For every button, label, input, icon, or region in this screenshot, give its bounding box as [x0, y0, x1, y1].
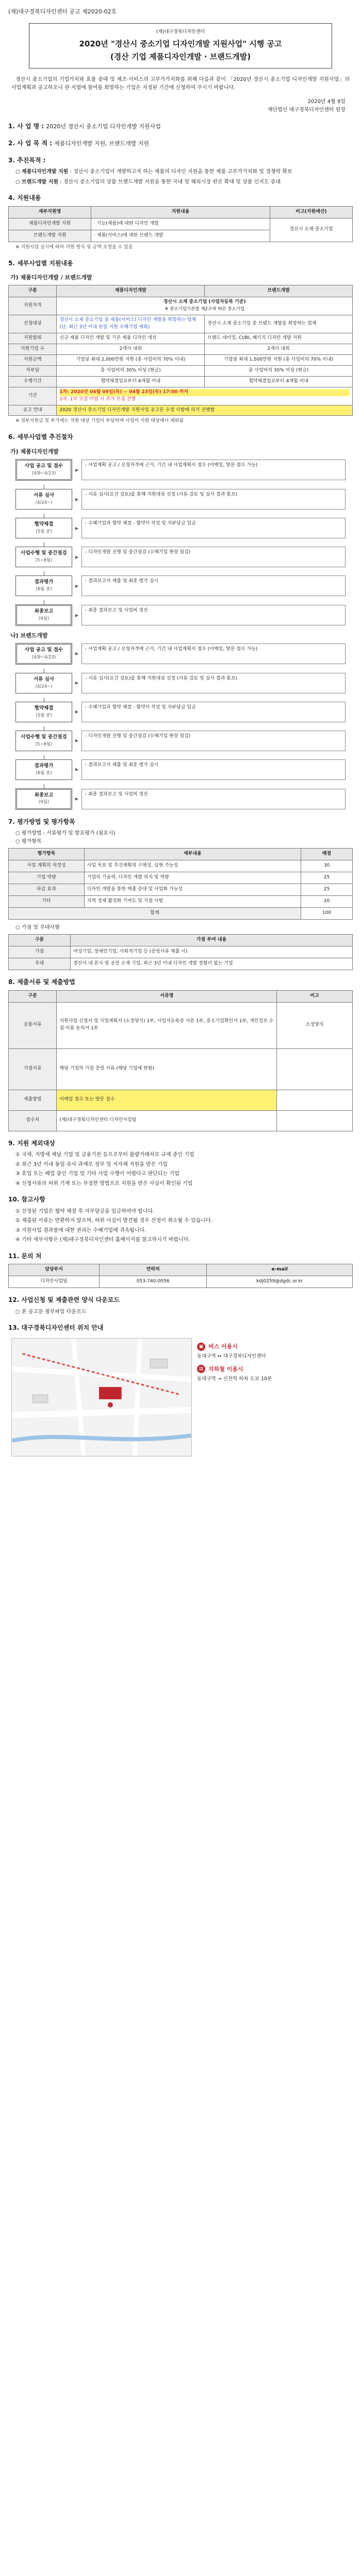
map-drawing [12, 1338, 191, 1456]
detail-cell-text: ※ 중소기업기본법 제2조에 따른 중소기업 [165, 307, 245, 312]
section-3-title: 3. 추진목적 : [8, 156, 46, 164]
table-row [9, 405, 353, 416]
eval-th-2: 배점 [301, 849, 352, 860]
period-cell [57, 387, 353, 405]
flow-connector [44, 784, 346, 788]
flow-step-date: (4/24~) [35, 684, 53, 689]
flow-step-box [15, 575, 72, 596]
section-8-title: 8. 제출서류 및 제출방법 [8, 978, 75, 986]
bus-icon: ▣ [197, 1343, 205, 1351]
eval-th-0: 평가항목 [9, 849, 85, 860]
flow-step [15, 547, 346, 567]
detail-cell: 자부담 [9, 365, 57, 376]
docs-cell: 가점서류 [9, 1048, 57, 1090]
reference-item: ③ 지원사업 결과물에 대한 권리는 수혜기업에 귀속됩니다. [15, 1227, 146, 1233]
detail-cell: 지원자격 [9, 297, 57, 315]
arrow-right-icon: ▸ [75, 611, 79, 619]
eval-cell: 25 [301, 872, 352, 884]
detail-cell: 신청대상 [9, 315, 57, 333]
table-row [9, 895, 353, 907]
flow-step-desc: - 최종 결과보고 및 사업비 정산 [81, 605, 346, 625]
flow-step-desc: - 수혜기업과 협약 체결 - 협약서 작성 및 자부담금 입금 [81, 518, 346, 538]
flow-step-box [15, 518, 72, 538]
signature-block [8, 98, 346, 114]
support-table [8, 206, 353, 242]
arrow-right-icon: ▸ [75, 766, 79, 773]
bonus-cell: 경산시 내 본사 및 공장 소재 기업, 최근 3년 이내 디자인 개발 경험이 없는 기업 [71, 958, 353, 970]
title-org: (재)대구경북디자인센터 [156, 29, 205, 35]
section-4-title: 4. 지원내용 [8, 194, 41, 202]
eval-cell: 20 [301, 895, 352, 907]
flow-step [15, 489, 346, 510]
download-line[interactable]: ○ 본 공고문 첨부파일 다운로드 [15, 1309, 87, 1315]
eval-cell: 기타 [9, 895, 85, 907]
flow-step-name: 사업 공고 및 접수 [24, 647, 63, 653]
flow-step-box [15, 459, 72, 481]
flow-step-date: (5월 중) [36, 713, 52, 718]
flow-step [15, 702, 346, 722]
flow-connector [44, 698, 346, 702]
flow-step-box [15, 643, 72, 665]
support-cell: · 기능(제품)에 대한 디자인 개발 [91, 218, 270, 230]
flow-connector [44, 755, 346, 759]
detail-cell-text: 경산시 소재 중소기업 (사업자등록 기준) [163, 299, 246, 305]
table-row [9, 872, 353, 884]
eval-cell: 디자인 개발을 통한 매출 증대 및 사업화 가능성 [84, 884, 301, 896]
title-line2: (경산 기업 제품디자인개발 · 브랜드개발) [110, 52, 251, 62]
flow-step [15, 604, 346, 626]
eval-table [8, 848, 353, 920]
detail-th-1: 제품디자인개발 [57, 285, 205, 297]
section-1 [8, 122, 353, 131]
eval-cell: 기업의 기술력, 디자인 개발 의지 및 역량 [84, 872, 301, 884]
detail-cell: 지원범위 [9, 333, 57, 344]
table-row [9, 884, 353, 896]
flow-step [15, 759, 346, 780]
docs-cell [277, 1110, 353, 1131]
flow-step-box [15, 673, 72, 693]
docs-table [8, 990, 353, 1131]
table-row [9, 344, 353, 354]
flow-step-box [15, 604, 72, 626]
flow-connector [44, 669, 346, 673]
contact-email[interactable]: kdj0259@dgdc.or.kr [207, 1276, 353, 1288]
detail-cell [57, 297, 353, 315]
flow-step-date: (5월 중) [36, 529, 52, 534]
docs-cell: 이메일 접수 또는 방문 접수 [57, 1090, 277, 1110]
flow-step-date: (4/9~4/23) [31, 470, 56, 476]
support-cell: 제품디자인개발 지원 [9, 218, 91, 230]
bonus-th-1: 가점 부여 내용 [71, 935, 353, 946]
flow-connector [44, 726, 346, 731]
arrow-right-icon: ▸ [75, 679, 79, 687]
eval-cell: 30 [301, 860, 352, 872]
detail-table [8, 285, 353, 416]
bonus-th-0: 구분 [9, 935, 71, 946]
notice-row-label: 공고 안내 [9, 405, 57, 416]
arrow-right-icon: ▸ [75, 795, 79, 803]
flow-step [15, 731, 346, 751]
notice-number: (재)대구경북디자인센터 공고 제2020-02호 [8, 8, 117, 15]
detail-cell: 브랜드 네이밍, CI/BI, 패키지 디자인 개발 지원 [205, 333, 353, 344]
table-row [9, 907, 353, 919]
contact-th-0: 담당부서 [9, 1264, 100, 1276]
flow-step-name: 사업 공고 및 접수 [24, 463, 63, 469]
section-1-title: 1. 사 업 명 : [8, 123, 44, 130]
detail-th-2: 브랜드개발 [205, 285, 353, 297]
section-1-value: 2020년 경산시 중소기업 디자인개발 지원사업 [46, 123, 161, 130]
section-2 [8, 139, 353, 148]
detail-cell: 2개사 내외 [205, 344, 353, 354]
docs-cell [277, 1090, 353, 1110]
bonus-title: ○ 가점 및 우대사항 [15, 924, 60, 930]
detail-cell: 신규 제품 디자인 개발 및 기존 제품 디자인 개선 [57, 333, 205, 344]
support-th-1: 지원내용 [91, 206, 270, 218]
flow-step-box [15, 788, 72, 810]
docs-cell [277, 1048, 353, 1090]
detail-cell: 총 사업비의 30% 이상 (현금) [57, 365, 205, 376]
table-row [9, 297, 353, 315]
eval-method: ○ 평가방법 : 서류평가 및 발표평가 (필요시) [15, 831, 116, 837]
flow-step-box [15, 702, 72, 722]
docs-th-0: 구분 [9, 990, 57, 1002]
table-row [9, 1276, 353, 1288]
notice-row: 2020 경산시 중소기업 디자인개발 지원사업 공고문 수정 사항에 의거 진행함 [57, 405, 353, 416]
flow-step-name: 최종보고 [34, 792, 54, 798]
flow-step-date: (9월) [38, 616, 50, 621]
purpose-a-label: 제품디자인개발 지원 [21, 169, 69, 175]
purpose-a: ○ 제품디자인개발 지원 : 경산시 중소기업이 개발하고자 하는 제품의 디자인 지원을 통한 제품 고부가가치화 및 경쟁력 확보 [15, 169, 292, 175]
flow-step-desc: - 최종 결과보고 및 사업비 정산 [81, 789, 346, 809]
intro-paragraph: 경산시 중소기업의 기업가치와 효율 증대 및 제조·서비스의 고부가가치화를 위해 다음과 같이 「2020년 경산시 중소기업 디자인개발 지원사업」의 사업계획과 공고하오니 관·지엽에 참여를 희망하는 기업은 지정된 기간에 신청하여 주시기 바랍니다. [11, 77, 350, 91]
table-row [9, 333, 353, 344]
section-5-title: 5. 세부사업별 지원내용 [8, 259, 73, 267]
detail-footnote: ※ 정부지원금 및 부가세는 지원 대상 기업이 부담하며 사업비 지원 대상에서 제외됨 [15, 418, 184, 424]
subway-text: 동대구역 → 신천역 하차 도보 10분 [197, 1376, 272, 1382]
period-2: 2차: 1차 모집 미달 시 추가 모집 진행 [59, 396, 136, 402]
docs-cell: 공통서류 [9, 1002, 57, 1048]
section-6-title: 6. 세부사업별 추진절차 [8, 433, 73, 441]
exclusion-item: ② 최근 3년 이내 동일·유사 과제로 정부 및 지자체 지원을 받은 기업 [15, 1161, 168, 1167]
flow-step-desc: - 서류 심사(요건 검토)를 통해 지원대상 선정 (서류 검토 및 심사 결과 통보) [81, 489, 346, 510]
flow-step-desc: - 결과보고서 제출 및 최종 평가 실시 [81, 575, 346, 596]
bus-text: 동대구역 ↔ 대구경북디자인센터 [197, 1353, 266, 1360]
flow-step-date: (9월) [38, 800, 50, 805]
location-map [11, 1338, 192, 1456]
flow-step-box [15, 759, 72, 780]
section-6-sub-a: 가) 제품디자인개발 [10, 448, 59, 455]
flow-step-date: (5~8월) [35, 741, 53, 747]
flow-step-name: 서류 심사 [33, 676, 54, 682]
arrow-right-icon: ▸ [75, 466, 79, 473]
flow-connector [44, 514, 346, 518]
subway-icon: ▤ [197, 1365, 205, 1373]
docs-cell: 지원사업 신청서 및 사업계획서 (소정양식) 1부, 사업자등록증 사본 1부, 중소기업확인서 1부, 개인정보 수집·이용 동의서 1부 [57, 1002, 277, 1048]
detail-cell: 수행기간 [9, 376, 57, 387]
eval-cell: 지역 경제 활성화 기여도 및 가점 사항 [84, 895, 301, 907]
flow-step-date: (8월 중) [36, 586, 52, 592]
eval-cell: 사업 계획의 적정성 [9, 860, 85, 872]
table-row [9, 387, 353, 405]
flow-step-box [15, 547, 72, 567]
arrow-right-icon: ▸ [75, 495, 79, 503]
docs-cell: 해당 기업의 가점 증빙 서류 (해당 기업에 한함) [57, 1048, 277, 1090]
section-6-sub-b: 나) 브랜드개발 [10, 632, 48, 639]
table-row [9, 365, 353, 376]
transit-info [197, 1338, 350, 1456]
flow-connector [44, 600, 346, 604]
bonus-cell: 여성기업, 장애인기업, 사회적기업 등 (증빙서류 제출 시) [71, 946, 353, 958]
flow-a [15, 459, 346, 626]
exclusion-item: ③ 휴업 또는 폐업 중인 기업 및 기타 사업 수행이 어렵다고 판단되는 기업 [15, 1171, 179, 1177]
arrow-right-icon: ▸ [75, 737, 79, 744]
exclusion-item: ① 국세, 지방세 체납 기업 및 금융기관 등으로부터 불량거래처로 규제 중인 기업 [15, 1152, 194, 1158]
bonus-table [8, 934, 353, 970]
table-row [9, 860, 353, 872]
bonus-cell: 가점 [9, 946, 71, 958]
eval-cell: 사업 목표 및 추진계획의 구체성, 실현 가능성 [84, 860, 301, 872]
flow-step-box [15, 489, 72, 510]
flow-step [15, 518, 346, 538]
section-10-title: 10. 참고사항 [8, 1196, 45, 1204]
support-th-2: 비고(지원예산) [270, 206, 352, 218]
eval-cell: 25 [301, 884, 352, 896]
flow-step-name: 최종보고 [34, 608, 54, 614]
arrow-right-icon: ▸ [75, 524, 79, 532]
support-th-0: 세부지원명 [9, 206, 91, 218]
flow-step-box [15, 731, 72, 751]
bonus-cell: 우대 [9, 958, 71, 970]
contact-cell: 디자인사업팀 [9, 1276, 100, 1288]
eval-items-label: ○ 평가항목 [15, 838, 42, 844]
docs-th-1: 서류명 [57, 990, 277, 1002]
table-row [9, 1002, 353, 1048]
table-row [9, 315, 353, 333]
docs-cell: 제출방법 [9, 1090, 57, 1110]
eval-cell: 기업 역량 [9, 872, 85, 884]
eval-total-label: 합계 [9, 907, 301, 919]
detail-cell: 협약체결일로부터 4개월 이내 [57, 376, 205, 387]
detail-cell: 기업당 최대 1,500만원 지원 (총 사업비의 70% 이내) [205, 354, 353, 365]
flow-connector [44, 571, 346, 575]
flow-step [15, 788, 346, 810]
flow-step-name: 결과평가 [34, 762, 54, 769]
purpose-b: ○ 브랜드개발 지원 : 경산시 중소기업의 상품 브랜드개발 지원을 통한 국내 및 해외시장 판로 확대 및 상품 인지도 증대 [15, 179, 281, 185]
flow-step-name: 결과평가 [34, 579, 54, 585]
period-1: 1차: 2020년 04월 09일(목) ~ 04월 23일(목) 17:00 까지 [59, 389, 350, 396]
section-11-title: 11. 문의 처 [8, 1252, 42, 1260]
flow-step-name: 서류 심사 [33, 492, 54, 498]
subway-title [197, 1365, 350, 1374]
reference-item: ① 선정된 기업은 협약 체결 후 자부담금을 입금하여야 합니다. [15, 1208, 155, 1214]
table-row [9, 1048, 353, 1090]
docs-cell: 접수처 [9, 1110, 57, 1131]
arrow-right-icon: ▸ [75, 582, 79, 589]
section-12-title: 12. 사업신청 및 제출관련 양식 다운로드 [8, 1296, 120, 1304]
flow-connector [44, 543, 346, 547]
flow-step-desc: - 서류 심사(요건 검토)를 통해 지원대상 선정 (서류 검토 및 심사 결과 통보) [81, 673, 346, 693]
flow-step [15, 643, 346, 665]
flow-connector [44, 485, 346, 489]
flow-step-date: (5~8월) [35, 557, 53, 563]
contact-table [8, 1264, 353, 1288]
sign-org: 재단법인 대구경북디자인센터 원장 [267, 107, 346, 113]
reference-item: ② 제출된 서류는 반환하지 않으며, 허위 사실이 발견될 경우 선정이 취소될 수 있습니다. [15, 1218, 212, 1224]
title-line1: 2020년 "경산시 중소기업 디자인개발 지원사업" 시행 공고 [79, 39, 282, 48]
flow-step-name: 협약체결 [34, 521, 54, 527]
title-box [29, 23, 332, 69]
reference-item: ④ 기타 세부사항은 (재)대구경북디자인센터 홈페이지를 참고하시기 바랍니다. [15, 1237, 190, 1243]
bus-title [197, 1342, 350, 1351]
table-row [9, 376, 353, 387]
contact-th-1: 연락처 [100, 1264, 207, 1276]
table-row [9, 1110, 353, 1131]
docs-th-2: 비고 [277, 990, 353, 1002]
detail-cell: 지원금액 [9, 354, 57, 365]
contact-th-2: e-mail [207, 1264, 353, 1276]
table-row [9, 946, 353, 958]
table-row [9, 1090, 353, 1110]
location-block [11, 1338, 350, 1456]
detail-cell: 협약체결일로부터 4개월 이내 [205, 376, 353, 387]
detail-cell: 기업당 최대 2,000만원 지원 (총 사업비의 70% 이내) [57, 354, 205, 365]
flow-step-desc: - 결과보고서 제출 및 최종 평가 실시 [81, 759, 346, 780]
section-9-title: 9. 지원 제외대상 [8, 1139, 55, 1147]
flow-step [15, 575, 346, 596]
flow-step-name: 사업수행 및 중간점검 [21, 550, 67, 556]
purpose-b-label: 브랜드개발 지원 [21, 179, 59, 185]
flow-step-desc: - 디자인개발 진행 및 중간점검 (수혜기업 현장 점검) [81, 731, 346, 751]
table-row [9, 354, 353, 365]
support-cell: 경산시 소재 중소기업 [270, 218, 352, 242]
subway-title-text: 지하철 이용시 [208, 1365, 243, 1372]
eval-th-1: 세부내용 [84, 849, 301, 860]
support-cell: 브랜드개발 지원 [9, 230, 91, 242]
exclusion-item: ④ 신청서류의 허위 기재 또는 부정한 방법으로 지원을 받은 사실이 확인된 기업 [15, 1180, 193, 1187]
eval-total: 100 [301, 907, 352, 919]
flow-step-date: (4/9~4/23) [31, 654, 56, 660]
detail-cell: 경산시 소재 중소기업 중 제품(서비스) 디자인 개발을 희망하는 업체 (단, 최근 3년 이내 동일 지원 수혜기업 제외) [57, 315, 205, 333]
detail-cell: 총 사업비의 30% 이상 (현금) [205, 365, 353, 376]
section-5-sub: 가) 제품디자인개발 / 브랜드개발 [10, 274, 92, 281]
flow-step [15, 673, 346, 693]
detail-cell: 경산시 소재 중소기업 중 브랜드 개발을 희망하는 업체 [205, 315, 353, 333]
arrow-right-icon: ▸ [75, 708, 79, 716]
section-2-value: 제품디자인개발 지원, 브랜드개발 지원 [54, 140, 150, 147]
purpose-a-text: : 경산시 중소기업이 개발하고자 하는 제품의 디자인 지원을 통한 제품 고부가가치화 및 경쟁력 확보 [70, 169, 292, 175]
detail-cell: 2개사 내외 [57, 344, 205, 354]
flow-step-desc: - 수혜기업과 협약 체결 - 협약서 작성 및 자부담금 입금 [81, 702, 346, 722]
eval-cell: 파급 효과 [9, 884, 85, 896]
detail-th-0: 구분 [9, 285, 57, 297]
docs-cell: (재)대구경북디자인센터 디자인사업팀 [57, 1110, 277, 1131]
support-note: ※ 지원사업 실시에 따라 지원 방식 및 금액 조정을 수 있음 [15, 244, 133, 250]
section-7-title: 7. 평가방법 및 평가항목 [8, 818, 75, 825]
docs-cell: 소정양식 [277, 1002, 353, 1048]
flow-step-date: (4/24~) [35, 500, 53, 505]
flow-step-desc: - 디자인개발 진행 및 중간점검 (수혜기업 현장 점검) [81, 547, 346, 567]
arrow-right-icon: ▸ [75, 553, 79, 561]
contact-cell: 053-740-0056 [100, 1276, 207, 1288]
flow-step-name: 사업수행 및 중간점검 [21, 734, 67, 740]
section-2-title: 2. 사 업 목 적 : [8, 140, 52, 147]
table-row [9, 958, 353, 970]
purpose-b-text: : 경산시 중소기업의 상품 브랜드개발 지원을 통한 국내 및 해외시장 판로 확대 및 상품 인지도 증대 [60, 179, 281, 185]
flow-step-date: (8월 중) [36, 770, 52, 776]
sign-date: 2020년 4월 9일 [307, 99, 346, 105]
section-13-title: 13. 대구경북디자인센터 위치 안내 [8, 1324, 104, 1332]
bus-title-text: 버스 이용시 [208, 1343, 238, 1350]
flow-step-desc: - 사업계획 공고 / 신청자격에 근거, 기간 내 사업계획서 접수 (이메일, 방문 접수 가능) [81, 460, 346, 480]
arrow-right-icon: ▸ [75, 650, 79, 657]
period-label: 기간 [9, 387, 57, 405]
flow-step-name: 협약체결 [34, 705, 54, 711]
detail-cell: 지원기업 수 [9, 344, 57, 354]
flow-b [15, 643, 346, 810]
flow-step-desc: - 사업계획 공고 / 신청자격에 근거, 기간 내 사업계획서 접수 (이메일, 방문 접수 가능) [81, 643, 346, 664]
flow-step [15, 459, 346, 481]
support-cell: · 제품(서비스)에 대한 브랜드 개발 [91, 230, 270, 242]
